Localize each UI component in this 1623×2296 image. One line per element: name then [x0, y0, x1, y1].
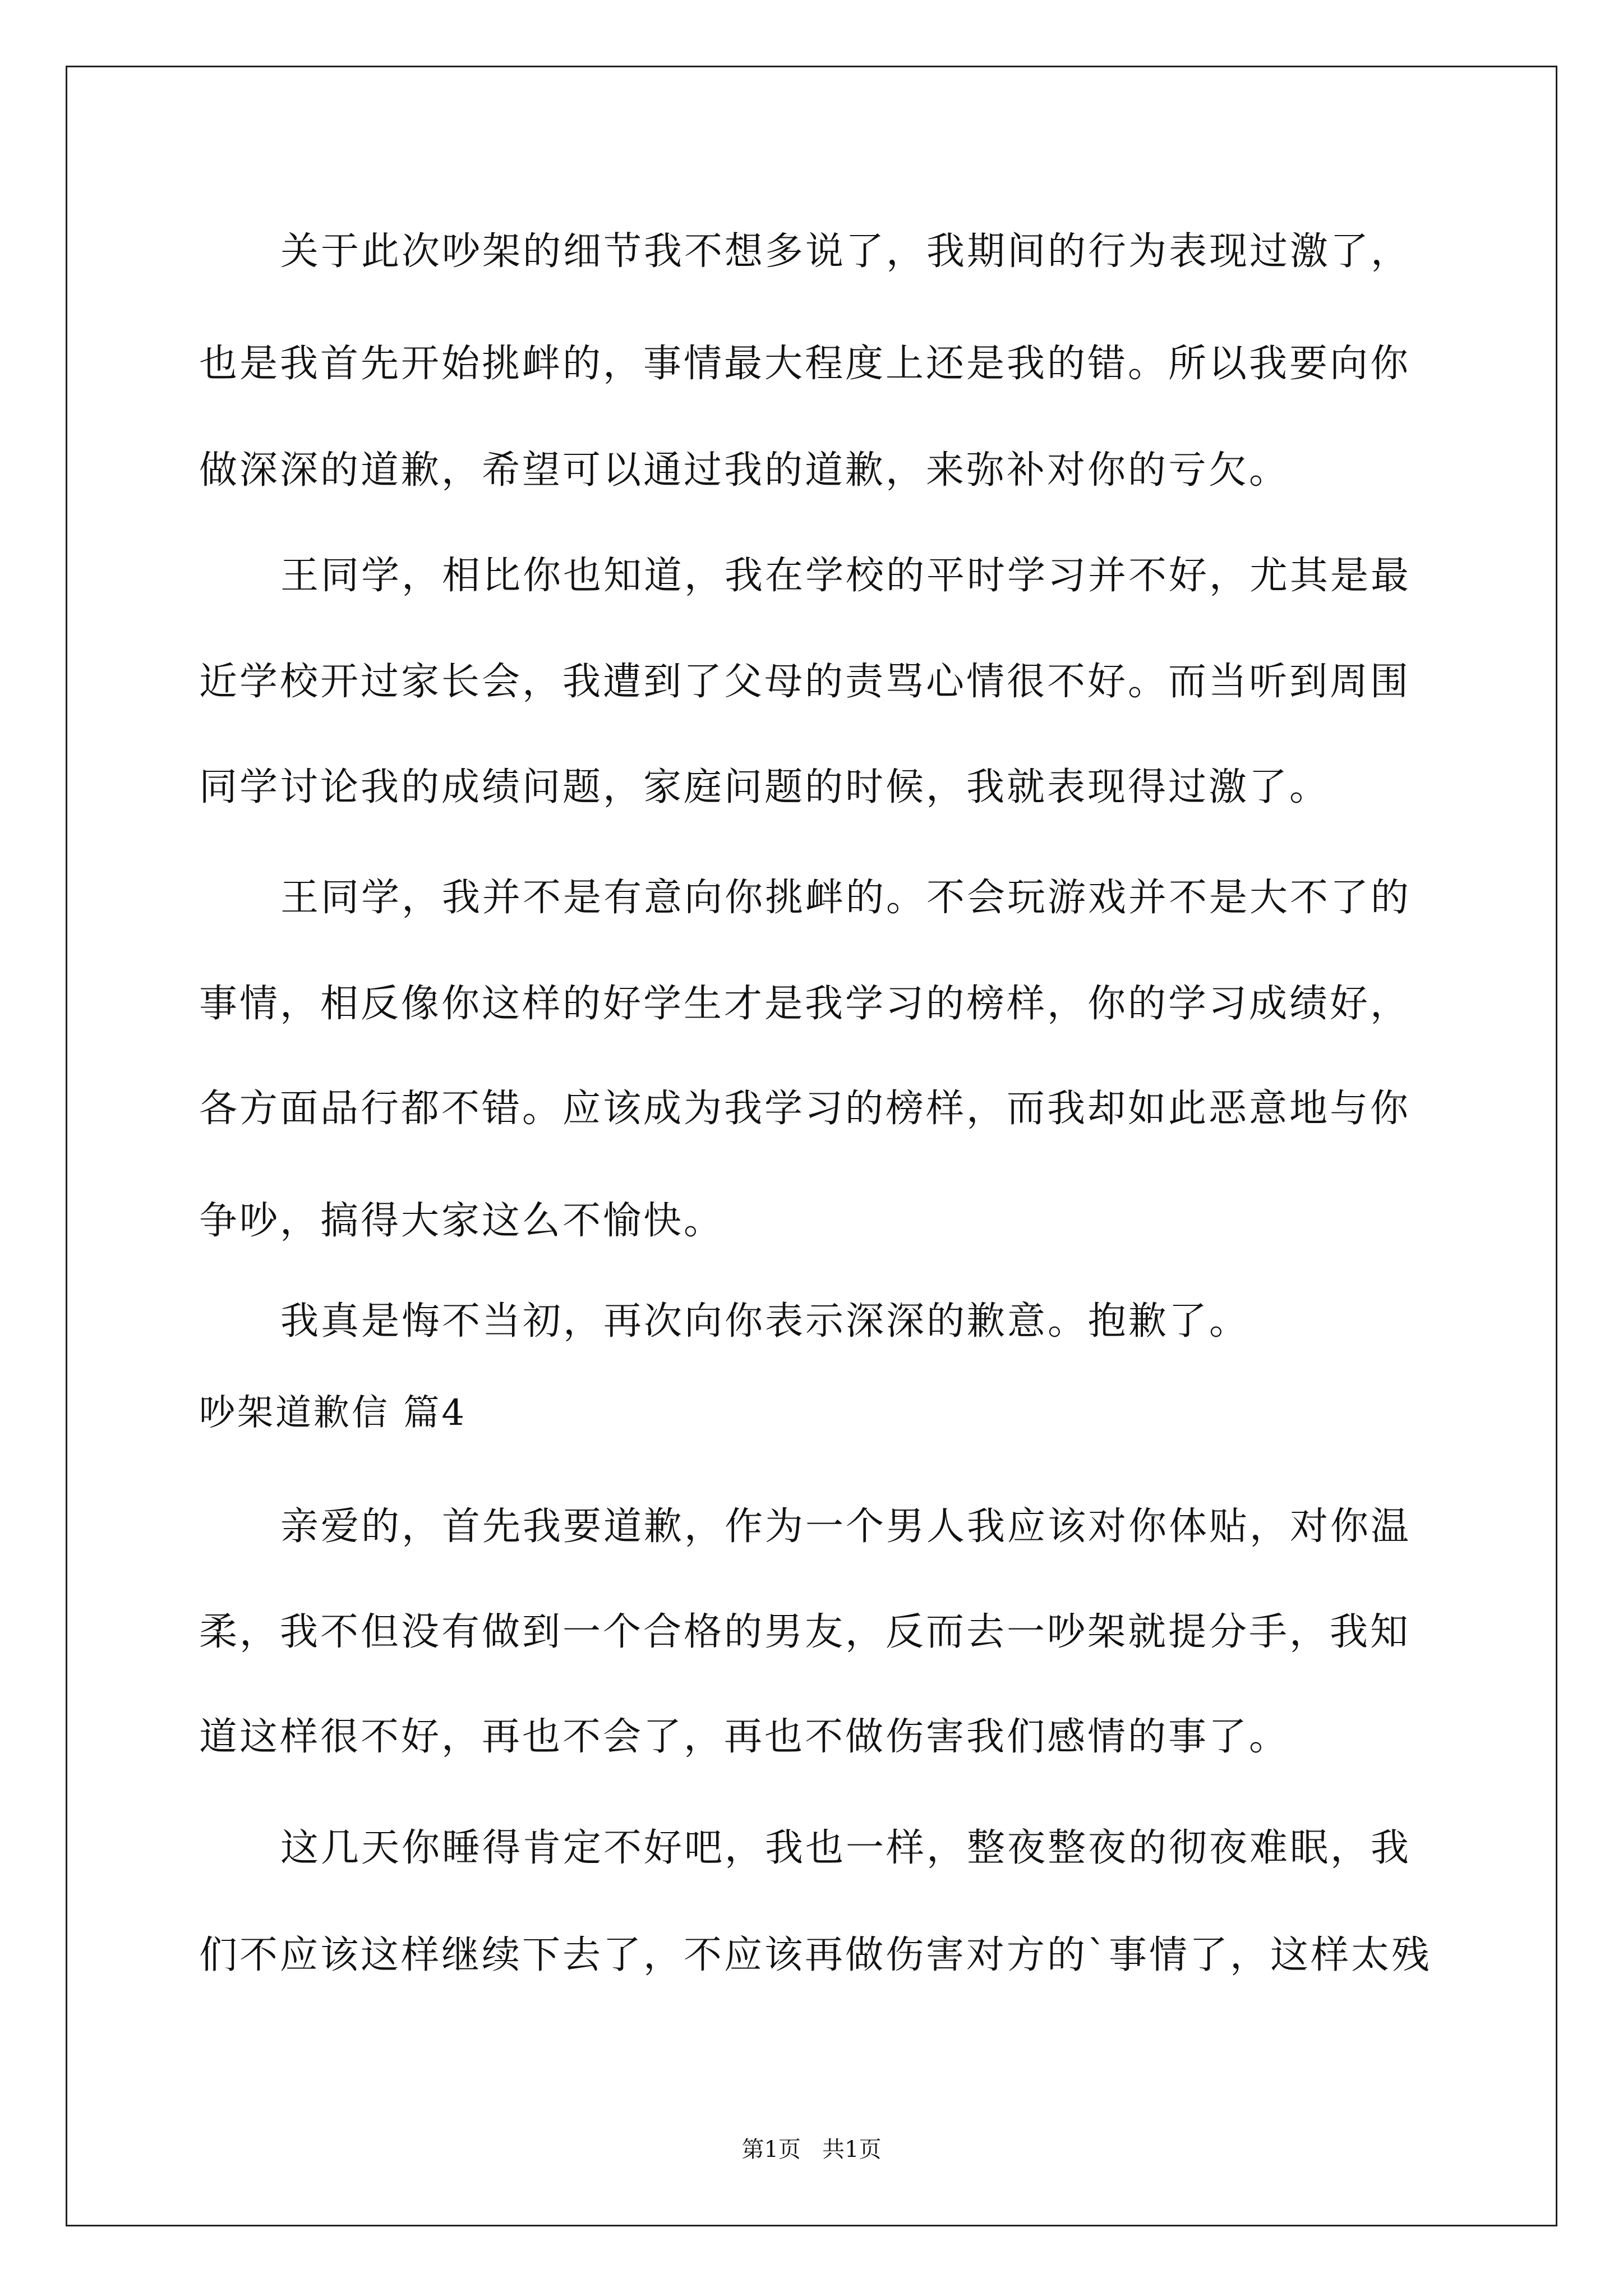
- text-line: 事情，相反像你这样的好学生才是我学习的榜样，你的学习成绩好，: [199, 982, 1411, 1026]
- text-line: 王同学，相比你也知道，我在学校的平时学习并不好，尤其是最: [280, 554, 1412, 598]
- text-line: 近学校开过家长会，我遭到了父母的责骂心情很不好。而当听到周围: [199, 660, 1411, 704]
- text-line: 同学讨论我的成绩问题，家庭问题的时候，我就表现得过激了。: [199, 765, 1330, 809]
- text-line: 各方面品行都不错。应该成为我学习的榜样，而我却如此恶意地与你: [199, 1087, 1411, 1131]
- text-line: 争吵，搞得大家这么不愉快。: [199, 1199, 725, 1243]
- text-line: 关于此次吵架的细节我不想多说了，我期间的行为表现过激了，: [280, 229, 1412, 274]
- page-footer: 第1页 共1页: [741, 2137, 882, 2162]
- text-line: 们不应该这样继续下去了，不应该再做伤害对方的`事情了，这样太残: [199, 1933, 1432, 1977]
- text-line: 柔，我不但没有做到一个合格的男友，反而去一吵架就提分手，我知: [199, 1610, 1411, 1654]
- text-line: 也是我首先开始挑衅的，事情最大程度上还是我的错。所以我要向你: [199, 342, 1411, 386]
- text-line: 亲爱的，首先我要道歉，作为一个男人我应该对你体贴，对你温: [280, 1504, 1412, 1549]
- text-line: 道这样很不好，再也不会了，再也不做伤害我们感情的事了。: [199, 1715, 1290, 1759]
- text-line: 我真是悔不当初，再次向你表示深深的歉意。抱歉了。: [280, 1299, 1250, 1343]
- section-heading: 吵架道歉信 篇4: [199, 1392, 467, 1434]
- text-line: 这几天你睡得肯定不好吧，我也一样，整夜整夜的彻夜难眠，我: [280, 1826, 1412, 1870]
- page-border: [66, 66, 1557, 2226]
- text-line: 王同学，我并不是有意向你挑衅的。不会玩游戏并不是大不了的: [280, 876, 1412, 920]
- text-line: 做深深的道歉，希望可以通过我的道歉，来弥补对你的亏欠。: [199, 448, 1290, 493]
